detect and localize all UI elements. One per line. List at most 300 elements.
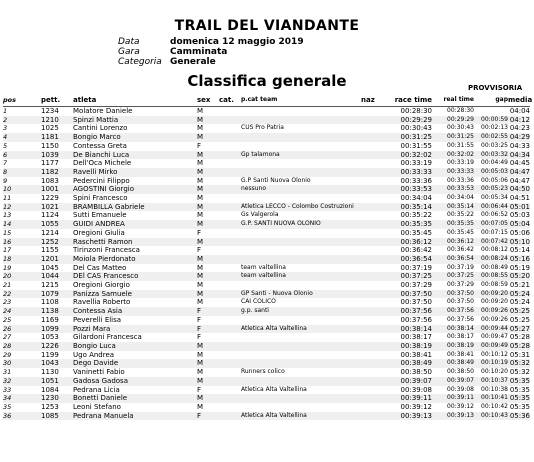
cell-pett: 1084 — [41, 385, 59, 394]
cell-cat — [219, 412, 241, 421]
cell-real-time: 00:33:36 — [447, 176, 474, 184]
cell-race-time: 00:34:04 — [400, 194, 432, 203]
cell-sex: M — [197, 342, 219, 351]
table-row — [3, 333, 530, 342]
cell-pos: 7 — [3, 159, 8, 168]
cell-pett: 1201 — [41, 255, 73, 264]
cell-gap: 00:07:42 — [474, 238, 508, 247]
cell-team: G.P Santi Nuova Olonio — [241, 176, 311, 184]
cell-naz — [361, 185, 390, 194]
col-naz: naz — [361, 95, 390, 107]
cell-race-time: 00:37:19 — [400, 263, 432, 272]
cell-cat — [219, 246, 241, 255]
cell-race-time: 00:38:19 — [390, 342, 432, 351]
table-row — [3, 151, 530, 160]
cell-media: 04:04 — [509, 107, 530, 115]
cell-team: Gp talamona — [241, 151, 361, 160]
cell-team — [241, 107, 361, 116]
cell-team: Atletica Alta Valtellina — [241, 385, 307, 393]
cell-real-time: 00:37:19 — [447, 263, 474, 271]
cell-gap: 00:10:43 — [474, 412, 508, 421]
table-row — [3, 229, 530, 238]
cell-cat — [219, 142, 241, 151]
cell-gap: 00:05:23 — [474, 185, 508, 194]
cell-gap: 00:09:26 — [474, 307, 508, 316]
cell-media: 05:35 — [509, 385, 530, 394]
cell-real-time: 00:31:25 — [432, 133, 474, 142]
cell-sex: F — [197, 315, 202, 324]
cell-naz — [361, 377, 390, 386]
cell-pos: 9 — [3, 176, 8, 185]
cell-real-time: 00:37:50 — [447, 298, 474, 306]
cell-team: team valtellina — [241, 272, 361, 281]
table-row — [3, 124, 530, 133]
cell-naz — [361, 386, 390, 395]
cell-pos: 35 — [3, 402, 12, 411]
cell-cat — [219, 298, 241, 307]
cell-media: 05:14 — [509, 246, 530, 255]
cell-pett: 1001 — [41, 185, 73, 194]
cell-media: 05:03 — [509, 211, 530, 220]
cell-race-time: 00:33:53 — [390, 185, 432, 194]
cell-team: Atletica Alta Valtellina — [241, 412, 361, 421]
table-row — [3, 290, 530, 299]
cell-pett: 1053 — [41, 333, 59, 342]
cell-naz — [361, 255, 390, 264]
cell-sex: M — [197, 211, 204, 220]
cell-cat — [219, 211, 241, 220]
table-row — [3, 403, 530, 412]
cell-real-time: 00:39:11 — [432, 394, 474, 403]
meta-date-label: Data — [118, 37, 140, 47]
cell-pett: 1253 — [41, 402, 59, 411]
cell-sex: M — [197, 133, 219, 142]
cell-gap: 00:10:41 — [474, 394, 508, 403]
cell-naz — [361, 203, 390, 212]
cell-naz — [361, 159, 390, 168]
cell-race-time: 00:37:50 — [390, 290, 432, 299]
cell-real-time: 00:37:29 — [447, 281, 474, 289]
cell-sex: M — [197, 350, 204, 359]
cell-gap: 00:07:05 — [474, 220, 508, 229]
cell-naz — [361, 168, 390, 177]
table-row — [3, 185, 530, 194]
cell-cat — [219, 203, 241, 212]
cell-naz — [361, 238, 390, 247]
cell-real-time: 00:38:49 — [432, 359, 474, 368]
cell-pett: 1021 — [41, 203, 73, 212]
cell-atleta: Cantini Lorenzo — [73, 124, 128, 133]
cell-pett: 1085 — [41, 412, 73, 421]
cell-atleta: Molatore Daniele — [73, 107, 133, 115]
cell-media: 05:31 — [509, 350, 530, 359]
cell-cat — [219, 333, 241, 342]
cell-pett: 1169 — [41, 315, 59, 324]
cell-pett: 1155 — [41, 246, 59, 255]
cell-media: 05:20 — [509, 272, 530, 281]
cell-sex: M — [197, 290, 219, 299]
cell-race-time: 00:39:07 — [390, 377, 432, 386]
cell-atleta: Leoni Stefano — [73, 402, 121, 411]
col-gap: gap — [474, 95, 508, 107]
cell-real-time: 00:38:50 — [447, 368, 474, 376]
cell-team: Atletica LECCO - Colombo Costruzioni — [241, 203, 361, 212]
table-row — [3, 177, 530, 186]
cell-naz — [361, 333, 390, 342]
cell-media: 05:16 — [509, 254, 530, 263]
cell-pett: 1138 — [41, 307, 73, 316]
cell-sex: M — [197, 359, 219, 368]
cell-pos: 21 — [3, 281, 12, 290]
cell-sex: M — [197, 263, 204, 272]
cell-race-time: 00:29:29 — [390, 116, 432, 125]
table-row — [3, 351, 530, 360]
cell-real-time: 00:36:42 — [447, 246, 474, 254]
table-row — [3, 238, 530, 247]
cell-real-time: 00:33:33 — [432, 168, 474, 177]
meta-date-value: domenica 12 maggio 2019 — [170, 37, 304, 47]
cell-pos: 30 — [3, 359, 41, 368]
cell-race-time: 00:28:30 — [400, 107, 432, 115]
cell-real-time: 00:38:41 — [447, 350, 474, 358]
cell-team: Runners colico — [241, 368, 285, 376]
cell-cat — [219, 307, 241, 316]
cell-race-time: 00:39:13 — [390, 412, 432, 421]
cell-atleta: AGOSTINI Giorgio — [73, 185, 197, 194]
cell-naz — [361, 220, 390, 229]
cell-sex: M — [197, 107, 204, 115]
cell-naz — [361, 368, 390, 377]
cell-sex: M — [197, 281, 204, 290]
cell-race-time: 00:31:55 — [400, 141, 432, 150]
meta-date-row — [118, 37, 304, 47]
cell-race-time: 00:32:02 — [390, 151, 432, 160]
cell-gap: 00:05:34 — [481, 194, 508, 202]
cell-team — [241, 403, 361, 412]
cell-atleta: Dell'Oca Michele — [73, 159, 132, 168]
cell-pett: 1181 — [41, 133, 73, 142]
col-sex: sex — [197, 95, 219, 107]
cell-atleta: Pedercini Filippo — [73, 176, 130, 185]
cell-team — [241, 342, 361, 351]
table-row — [3, 211, 530, 220]
table-row — [3, 368, 530, 377]
cell-race-time: 00:38:49 — [390, 359, 432, 368]
cell-cat — [219, 272, 241, 281]
cell-media: 05:32 — [509, 368, 530, 377]
cell-pos: 25 — [3, 315, 12, 324]
col-pos: pos — [3, 95, 41, 107]
cell-gap: 00:10:19 — [474, 359, 508, 368]
cell-pos: 23 — [3, 298, 12, 307]
cell-real-time: 00:37:56 — [447, 315, 474, 323]
cell-pos: 3 — [3, 124, 8, 133]
cell-sex: F — [197, 141, 202, 150]
cell-gap: 00:10:12 — [481, 350, 508, 358]
cell-naz — [361, 107, 390, 116]
cell-atleta: Bongio Luca — [73, 342, 197, 351]
cell-naz — [361, 142, 390, 151]
cell-real-time: 00:34:04 — [447, 194, 474, 202]
cell-atleta: Ravellia Roberto — [73, 298, 131, 307]
cell-race-time: 00:38:50 — [400, 368, 432, 377]
cell-sex: M — [197, 194, 204, 203]
cell-naz — [361, 359, 390, 368]
cell-real-time: 00:33:19 — [447, 159, 474, 167]
cell-team — [241, 194, 361, 203]
cell-media: 04:23 — [509, 124, 530, 133]
cell-cat — [219, 368, 241, 377]
cell-pett: 1226 — [41, 342, 73, 351]
cell-atleta: Sutti Emanuele — [73, 211, 127, 220]
cell-real-time: 00:30:43 — [447, 124, 474, 132]
cell-real-time: 00:38:17 — [447, 333, 474, 341]
table-row — [3, 107, 530, 116]
cell-sex: M — [197, 255, 219, 264]
cell-naz — [361, 264, 390, 273]
cell-sex: M — [197, 168, 219, 177]
table-row — [3, 316, 530, 325]
cell-race-time: 00:38:17 — [400, 333, 432, 342]
cell-media: 04:50 — [509, 185, 530, 194]
cell-atleta: Bongio Marco — [73, 133, 197, 142]
cell-cat — [219, 290, 241, 299]
cell-race-time: 00:35:14 — [390, 203, 432, 212]
cell-media: 05:01 — [509, 202, 530, 211]
cell-real-time: 00:39:13 — [432, 412, 474, 421]
cell-sex: F — [197, 228, 202, 237]
cell-cat — [219, 238, 241, 247]
cell-sex: M — [197, 124, 204, 133]
cell-team: GP Santi - Nuova Olonio — [241, 290, 361, 299]
table-row — [3, 325, 530, 334]
cell-team: nessuno — [241, 185, 361, 194]
provisional-badge: PROVVISORIA — [468, 84, 523, 92]
cell-media: 05:10 — [509, 237, 530, 246]
cell-team — [241, 168, 361, 177]
section-title: Classifica generale — [187, 72, 347, 90]
cell-atleta: Raschetti Ramon — [73, 238, 197, 247]
table-row — [3, 281, 530, 290]
cell-real-time: 00:36:54 — [432, 255, 474, 264]
cell-gap: 00:04:49 — [481, 159, 508, 167]
cell-race-time: 00:36:12 — [390, 238, 432, 247]
cell-media: 04:51 — [509, 194, 530, 203]
cell-gap: 00:05:06 — [481, 176, 508, 184]
cell-real-time: 00:33:53 — [432, 185, 474, 194]
cell-media: 05:28 — [509, 341, 530, 350]
cell-real-time: 00:35:45 — [447, 228, 474, 236]
cell-pett: 1215 — [41, 281, 59, 290]
cell-sex: M — [197, 151, 219, 160]
cell-pos: 16 — [3, 238, 41, 247]
cell-team: CAI COLICO — [241, 298, 276, 306]
cell-gap: 00:08:55 — [474, 272, 508, 281]
col-real-time: real time — [432, 95, 474, 107]
cell-real-time: 00:36:12 — [432, 238, 474, 247]
cell-atleta: Moiola Pierdonato — [73, 255, 197, 264]
cell-gap: 00:03:32 — [474, 151, 508, 160]
cell-gap: 00:05:03 — [474, 168, 508, 177]
table-row — [3, 386, 530, 395]
cell-cat — [219, 377, 241, 386]
cell-pett: 1099 — [41, 325, 73, 334]
table-row — [3, 194, 530, 203]
cell-pos: 13 — [3, 211, 12, 220]
cell-naz — [361, 290, 390, 299]
cell-real-time: 00:38:19 — [432, 342, 474, 351]
cell-real-time: 00:37:56 — [432, 307, 474, 316]
cell-pett: 1045 — [41, 263, 59, 272]
cell-cat — [219, 255, 241, 264]
cell-pett: 1229 — [41, 194, 59, 203]
cell-sex: F — [197, 325, 219, 334]
cell-sex: M — [197, 394, 219, 403]
cell-naz — [361, 281, 390, 290]
cell-naz — [361, 116, 390, 125]
cell-atleta: Spinzi Mattia — [73, 116, 197, 125]
cell-naz — [361, 307, 390, 316]
table-header-row — [3, 95, 530, 107]
cell-atleta: Vaninetti Fabio — [73, 368, 125, 377]
cell-team — [241, 238, 361, 247]
cell-pos: 12 — [3, 203, 41, 212]
cell-pett: 1130 — [41, 368, 59, 377]
cell-race-time: 00:39:08 — [400, 385, 432, 394]
cell-race-time: 00:38:41 — [400, 350, 432, 359]
table-row — [3, 116, 530, 125]
cell-cat — [219, 194, 241, 203]
cell-pos: 27 — [3, 333, 12, 342]
cell-atleta: Ravelli Mirko — [73, 168, 197, 177]
cell-pett: 1083 — [41, 176, 59, 185]
cell-gap: 00:09:26 — [481, 315, 508, 323]
cell-naz — [361, 272, 390, 281]
cell-race-time: 00:37:25 — [390, 272, 432, 281]
cell-naz — [361, 229, 390, 238]
cell-sex: F — [197, 385, 202, 394]
cell-team: g.p. santi — [241, 307, 361, 316]
cell-sex: M — [197, 402, 204, 411]
cell-cat — [219, 342, 241, 351]
table-row — [3, 342, 530, 351]
cell-pos: 36 — [3, 412, 41, 421]
cell-pos: 32 — [3, 377, 41, 386]
cell-team — [241, 255, 361, 264]
cell-team — [241, 377, 361, 386]
cell-sex: M — [197, 203, 219, 212]
cell-team — [241, 159, 361, 168]
cell-atleta: DEl CAS Francesco — [73, 272, 197, 281]
col-atleta: atleta — [73, 95, 197, 107]
table-row — [3, 142, 530, 151]
cell-atleta: Ugo Andrea — [73, 350, 115, 359]
cell-media: 04:45 — [509, 159, 530, 168]
cell-naz — [361, 194, 390, 203]
table-row — [3, 159, 530, 168]
cell-naz — [361, 412, 390, 421]
cell-gap: 00:10:38 — [481, 385, 508, 393]
cell-cat — [219, 229, 241, 238]
event-title: TRAIL DEL VIANDANTE — [174, 18, 360, 34]
cell-pett: 1043 — [41, 359, 73, 368]
cell-media: 04:33 — [509, 141, 530, 150]
cell-sex: M — [197, 185, 219, 194]
cell-pos: 34 — [3, 394, 41, 403]
cell-race-time: 00:39:12 — [400, 402, 432, 411]
cell-naz — [361, 316, 390, 325]
cell-cat — [219, 281, 241, 290]
cell-naz — [361, 325, 390, 334]
table-row — [3, 133, 530, 142]
cell-pett: 1025 — [41, 124, 59, 133]
cell-pos: 2 — [3, 116, 41, 125]
cell-atleta: GUIDI ANDREA — [73, 220, 197, 229]
cell-atleta: Pozzi Mara — [73, 325, 197, 334]
cell-atleta: De Bianchi Luca — [73, 151, 197, 160]
cell-pett: 1079 — [41, 290, 73, 299]
cell-media: 05:27 — [509, 324, 530, 333]
cell-naz — [361, 351, 390, 360]
cell-gap: 00:09:20 — [481, 298, 508, 306]
cell-cat — [219, 403, 241, 412]
cell-race-time: 00:37:56 — [390, 307, 432, 316]
cell-pos: 5 — [3, 141, 8, 150]
cell-race-time: 00:35:45 — [400, 228, 432, 237]
cell-pett: 1214 — [41, 228, 59, 237]
cell-pett: 1234 — [41, 107, 59, 115]
cell-sex: M — [197, 159, 204, 168]
cell-race-time: 00:37:50 — [400, 298, 432, 307]
cell-naz — [361, 151, 390, 160]
cell-media: 05:28 — [509, 333, 530, 342]
cell-cat — [219, 394, 241, 403]
cell-pos: 14 — [3, 220, 41, 229]
cell-real-time: 00:29:29 — [432, 116, 474, 125]
cell-media: 04:29 — [509, 133, 530, 142]
cell-pett: 1055 — [41, 220, 73, 229]
cell-pett: 1039 — [41, 151, 73, 160]
cell-team: G.P. SANTI NUOVA OLONIO — [241, 220, 361, 229]
cell-race-time: 00:37:56 — [400, 315, 432, 324]
cell-atleta: Dego Davide — [73, 359, 197, 368]
cell-real-time: 00:37:25 — [432, 272, 474, 281]
cell-sex: M — [197, 176, 204, 185]
cell-team: CUS Pro Patria — [241, 124, 284, 132]
cell-team — [241, 229, 361, 238]
cell-pos: 26 — [3, 325, 41, 334]
cell-pett: 1150 — [41, 141, 59, 150]
cell-pos: 22 — [3, 290, 41, 299]
cell-naz — [361, 403, 390, 412]
cell-cat — [219, 107, 241, 116]
cell-cat — [219, 316, 241, 325]
meta-category-label: Categoria — [118, 57, 162, 67]
cell-atleta: Bonetti Daniele — [73, 394, 197, 403]
cell-cat — [219, 386, 241, 395]
table-row — [3, 412, 530, 421]
cell-gap: 00:08:24 — [474, 255, 508, 264]
cell-gap: 00:09:20 — [474, 290, 508, 299]
cell-real-time: 00:35:14 — [432, 203, 474, 212]
cell-team — [241, 142, 361, 151]
cell-atleta: Tirinzoni Francesca — [73, 246, 140, 255]
table-row — [3, 377, 530, 386]
cell-team — [241, 351, 361, 360]
cell-sex: F — [197, 246, 202, 255]
cell-gap: 00:03:25 — [481, 141, 508, 149]
meta-category-value: Generale — [170, 57, 216, 67]
